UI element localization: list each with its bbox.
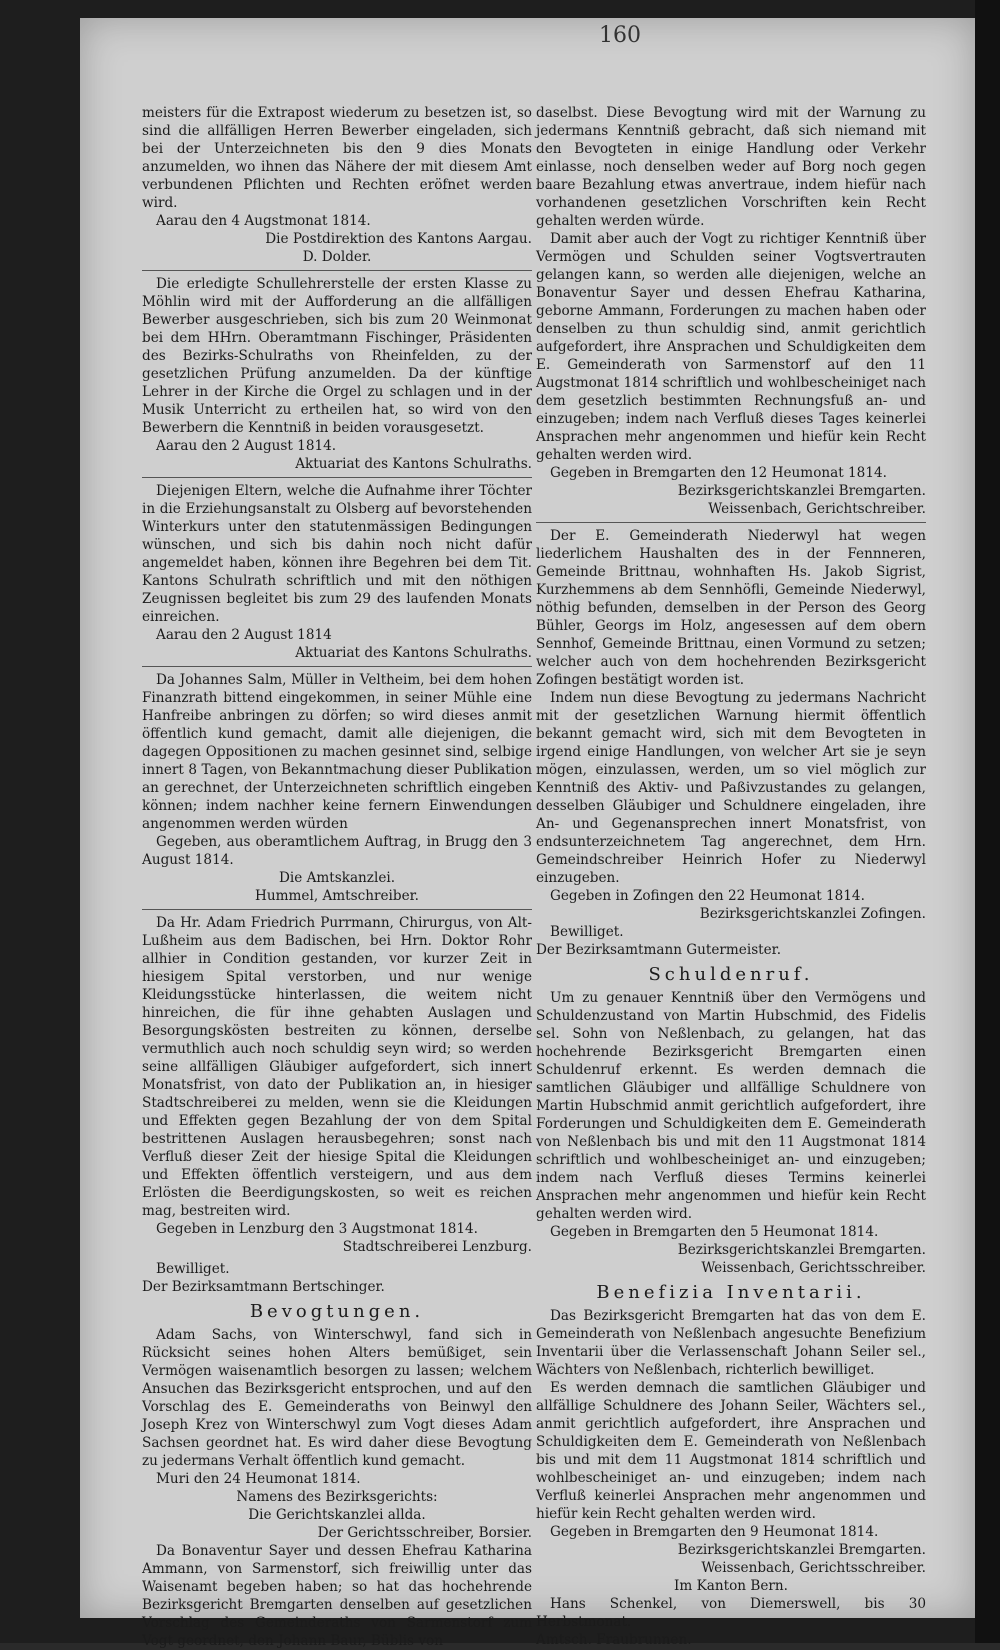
notice-seiler-creditors: Es werden demnach die samtlichen Gläubiger und allfällige Schuldnere des Johann Seiler, Wächters sel., anmit gerichtlich aufgefordert, ihre Ansprachen und Schuldigkeiten dem E. Gemeinderath von Neßlenbach bis und mit dem 11 Augstmonat 1814 schriftlich und wohlbescheiniget an- und einzugeben; indem nach Verfluß keinerlei Ansprachen mehr angenommen und hiefür kein Recht gehalten werden wird. [536,1380,926,1522]
notice-signature: Die Postdirektion des Kantons Aargau. [265,231,532,247]
notice-purrmann: Da Hr. Adam Friedrich Purrmann, Chirurgus, von Alt-Lußheim aus dem Badischen, bei Hrn. Doktor Rohr allhier in Condition gestanden, vor kurzer Zeit in hiesigem Spital verstorben, und nur wenige Kleidungsstücke hinterlassen, die weitem nicht hinreichen, die für ihne gehabten Auslagen und Besorgungskösten bestreiten zu können, derselbe vermuthlich auch noch schuldig seyn wird; so werden seine allfälligen Gläubiger aufgefordert, sich innert Monatsfrist, von dato der Publikation an, in hiesiger Stadtschreiberei zu melden, wenn sie die Kleidungen und Effekten gegen Bezahlung der von dem Spital bestrittenen Auslagen herausbegehren; sonst nach Verfluß dieser Zeit der hiesige Spital die Kleidungen und Effekten öffentlich versteigern, und aus dem Erlösten die Beerdigungskosten, so weit es reichen mag, bestreiten wird. [142,915,532,1219]
notice-date: Gegeben, aus oberamtlichem Auftrag, in Brugg den 3 August 1814. [142,834,532,868]
notice-signature: Der Gerichtsschreiber, Borsier. [317,1525,532,1541]
left-column [142,104,532,1650]
notice-erziehungsanstalt: Diejenigen Eltern, welche die Aufnahme ihrer Töchter in die Erziehungsanstalt zu Olsberg auf bevorstehenden Winterkurs unter den statutenmässigen Bedingungen wünschen, und sich bis dahin noch nicht dafür angemeldet haben, können ihre Begehren bei dem Tit. Kantons Schulrath schriftlich und mit den nöthigen Zeugnissen begleitet bis zum 29 des laufenden Monats einreichen. [142,483,532,625]
notice-signature: Bezirksgerichtskanzlei Zofingen. [699,906,926,922]
notice-date: Gegeben in Zofingen den 22 Heumonat 1814. [550,888,865,904]
notice-sayer: Da Bonaventur Sayer und dessen Ehefrau Katharina Ammann, von Sarmenstorf, sich freiwillig unter das Waisenamt begeben haben; so hat das hochehrende Bezirksgericht Bremgarten denselben auf gesetzlichen Vorschlag des Gemeinderaths von Sarmenstorf zum Vogt geordnet, den Johann Baur, Büblis von [142,1543,532,1649]
notice-signature: Aktuariat des Kantons Schulraths. [295,456,532,472]
notice-signature: Bezirksgerichtskanzlei Bremgarten. [677,483,926,499]
notice-date: Gegeben in Lenzburg den 3 Augstmonat 1814. [156,1221,479,1237]
right-column [536,104,926,1649]
divider [142,270,532,271]
canton-heading: Im Kanton Bern. [674,1578,788,1594]
notice-signature: Die Gerichtskanzlei allda. [248,1507,426,1523]
notice-signature: Bezirksgerichtskanzlei Bremgarten. [677,1542,926,1558]
notice-sayer-continued: daselbst. Diese Bevogtung wird mit der Warnung zu jedermans Kenntniß gebracht, daß sich niemand mit den Bevogteten in einige Handlung oder Verkehr einlasse, noch denselben weder auf Borg noch gegen baare Bezahlung etwas anvertraue, indem hiefür nach vorhandenen gesetzlichen Vorschriften kein Recht gehalten werden würde. [536,105,926,229]
notice-postdirektion: meisters für die Extrapost wiederum zu besetzen ist, so sind die allfälligen Herren Bewerber eingeladen, sich bei der Unterzeichneten bis den 9 dies Monats anzumelden, wo ihnen das Nähere der mit diesem Amt verbundenen Pflichten und Rechten eröfnet werden wird. [142,105,532,211]
page-number: 160 [599,23,641,48]
section-heading-bevogtungen: Bevogtungen. [249,1301,425,1322]
notice-signature: Bezirksgerichtskanzlei Bremgarten. [677,1242,926,1258]
notice-signature: Aktuariat des Kantons Schulraths. [295,645,532,661]
notice-date: Gegeben in Bremgarten den 12 Heumonat 1814. [550,465,887,481]
notice-date: Aarau den 2 August 1814 [156,627,332,643]
notice-signature: Stadtschreiberei Lenzburg. [342,1239,532,1255]
divider [142,909,532,910]
notice-signature: Die Amtskanzlei. [278,870,396,886]
notice-sayer-creditors: Damit aber auch der Vogt zu richtiger Kenntniß über Vermögen und Schulden seiner Vogtsvertrauten gelangen kann, so werden alle diejenigen, welche an Bonaventur Sayer und dessen Ehefrau Katharina, geborne Ammann, Forderungen zu machen haben oder denselben zu thun schuldig sind, anmit gerichtlich aufgefordert, ihre Ansprachen und Schuldigkeiten dem E. Gemeinderath von Sarmenstorf auf den 11 Augstmonat 1814 schriftlich und wohlbescheiniget nach dem gesetzlich bestimmten Rechnungsfuß an- und einzugeben; indem nach Verfluß dieses Tages keinerlei Ansprachen mehr angenommen und hiefür kein Recht gehalten werden wird. [536,231,926,463]
notice-signature: Namens des Bezirksgerichts: [236,1489,438,1505]
divider [142,666,532,667]
notice-signature: Hummel, Amtschreiber. [255,888,419,904]
section-heading-benefizia: Benefizia Inventarii. [596,1282,866,1303]
notice-signature: Weissenbach, Gerichtsschreiber. [701,1560,926,1576]
notice-date: Aarau den 2 August 1814. [156,438,337,454]
notice-signature: D. Dolder. [302,249,372,265]
next-page-edge [975,0,1000,1643]
notice-adam-sachs: Adam Sachs, von Winterschwyl, fand sich in Rücksicht seines hohen Alters bemüßiget, sein Vermögen waisenamtlich besorgen zu lassen; welchem Ansuchen das Bezirksgericht entsprochen, und auf den Vorschlag des E. Gemeinderaths von Beinwyl den Joseph Krez von Winterschwyl zum Vogt dieses Adam Sachsen geordnet hat. Es wird daher diese Bevogtung zu jedermans Verhalt öffentlich kund gemacht. [142,1327,532,1469]
section-heading-schuldenruf: Schuldenruf. [648,964,814,985]
notice-approval: Bewilliget. [156,1261,230,1277]
notice-official: Der Bezirksamtmann Gutermeister. [536,942,782,958]
notice-date: Muri den 24 Heumonat 1814. [156,1471,361,1487]
notice-date: Gegeben in Bremgarten den 5 Heumonat 1814. [550,1224,879,1240]
notice-date: Gegeben in Bremgarten den 9 Heumonat 1814. [550,1524,879,1540]
notice-signature: Weissenbach, Gerichtsschreiber. [701,1260,926,1276]
notice-schullehrerstelle: Die erledigte Schullehrerstelle der ersten Klasse zu Möhlin wird mit der Aufforderung an die allfälligen Bewerber ausgeschrieben, sich bis zum 20 Weinmonat bei dem HHrn. Oberamtmann Fischinger, Präsidenten des Bezirks-Schulraths von Rheinfelden, zu der gesetzlichen Prüfung anzumelden. Da der künftige Lehrer in der Kirche die Orgel zu schlagen und in der Musik Unterricht zu ertheilen hat, so wird von den Bewerbern die Kenntniß in beiden vorausgesetzt. [142,276,532,436]
notice-date: Aarau den 4 Augstmonat 1814. [156,213,371,229]
notice-sigrist: Der E. Gemeinderath Niederwyl hat wegen liederlichem Haushalten des in der Fennneren, Gemeinde Brittnau, wohnhaften Hs. Jakob Sigrist, Kurzhemmens ab dem Sennhöfli, Gemeinde Niederwyl, nöthig befunden, demselben in der Person des Georg Bühler, Georgs im Holz, angesessen auf dem obern Sennhof, Gemeinde Brittnau, einen Vormund zu setzen; welcher auch von dem hochehrenden Bezirksgericht Zofingen bestätigt worden ist. [536,528,926,688]
notice-sigrist-warning: Indem nun diese Bevogtung zu jedermans Nachricht mit der gesetzlichen Warnung hiermit öffentlich bekannt gemacht wird, sich mit dem Bevogteten in irgend einige Handlungen, von welcher Art sie je seyn mögen, einzulassen, werden, um so viel möglich zur Kenntniß des Aktiv- und Paßivzustandes zu gelangen, desselben Gläubiger und Schuldnere eingeladen, ihre An- und Gegenansprechen innert Monatsfrist, von endsunterzeichnetem Tag angerechnet, dem Hrn. Gemeindschreiber Heinrich Hofer zu Niederwyl einzugeben. [536,690,926,886]
notice-court: Amtsch. Fraubrunnen. [536,1632,692,1648]
notice-hanfreibe: Da Johannes Salm, Müller in Veltheim, bei dem hohen Finanzrath bittend eingekommen, in seiner Mühle eine Hanfreibe anbringen zu dörfen; so wird dieses anmit öffentlich kund gemacht, damit alle diejenigen, die dagegen Oppositionen zu machen gesinnet sind, selbige innert 8 Tagen, von Bekanntmachung dieser Publikation an gerechnet, der Unterzeichneten schriftlich eingeben können; indem nachher keine fernern Einwendungen angenommen werden würden [142,672,532,832]
notice-schenkel: Hans Schenkel, von Diemerswell, bis 30 Herbstmonat. [536,1596,926,1630]
notice-approval: Bewilliget. [550,924,624,940]
notice-seiler: Das Bezirksgericht Bremgarten hat das von dem E. Gemeinderath von Neßlenbach angesuchte Benefizium Inventarii über die Verlassenschaft Johann Seiler sel., Wächters von Neßlenbach, richterlich bewilliget. [536,1308,926,1378]
notice-hubschmid: Um zu genauer Kenntniß über den Vermögens und Schuldenzustand von Martin Hubschmid, des Fidelis sel. Sohn von Neßlenbach, zu gelangen, hat das hochehrende Bezirksgericht Bremgarten einen Schuldenruf erkennt. Es werden demnach die samtlichen Gläubiger und allfällige Schuldnere von Martin Hubschmid anmit gerichtlich aufgefordert, ihre Forderungen und Schuldigkeiten dem E. Gemeinderath von Neßlenbach bis und mit den 11 Augstmonat 1814 schriftlich und wohlbescheiniget an- und einzugeben; indem nach Verfluß dieses Termins keinerlei Ansprachen mehr angenommen und hiefür kein Recht gehalten werden wird. [536,990,926,1222]
divider [536,522,926,523]
notice-signature: Weissenbach, Gerichtschreiber. [708,501,926,517]
notice-official: Der Bezirksamtmann Bertschinger. [142,1279,385,1295]
divider [142,477,532,478]
